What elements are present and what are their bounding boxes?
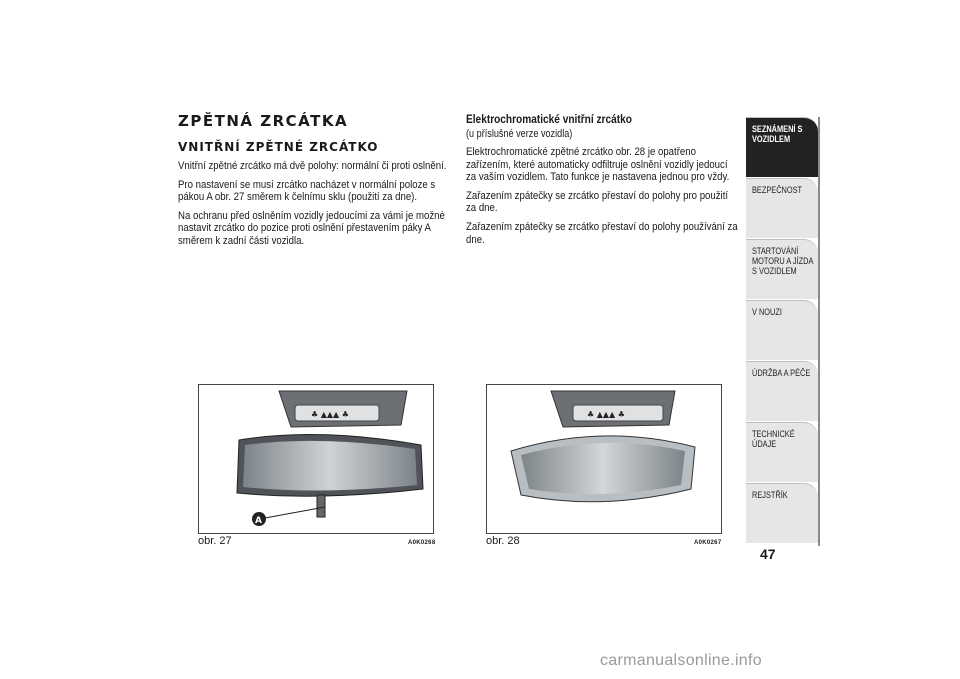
tab-seznameni[interactable]: SEZNÁMENÍ S VOZIDLEM (746, 117, 818, 177)
electrochromatic-mirror-illustration (487, 385, 721, 533)
tab-rejstrik[interactable]: REJSTŘÍK (746, 483, 818, 543)
paragraph: Vnitřní zpětné zrcátko má dvě polohy: normální či proti oslnění. (178, 160, 447, 172)
section-heading: ZPĚTNÁ ZRCÁTKA (178, 112, 349, 130)
manual-dimming-mirror-illustration (199, 385, 433, 533)
tab-edge-line (818, 117, 820, 546)
figure-27 (198, 384, 434, 534)
tab-technicke-udaje[interactable]: TECHNICKÉ ÚDAJE (746, 422, 818, 482)
svg-text:♣ ▲▲▲ ♣: ♣ ▲▲▲ ♣ (587, 410, 625, 419)
version-note: (u příslušné verze vozidla) (466, 128, 573, 140)
figure-caption: obr. 27 (198, 535, 232, 547)
paragraph: Pro nastavení se musí zrcátko nacházet v normální poloze s pákou A obr. 27 směrem k čelnímu sklu (použití za dne). (178, 178, 436, 204)
paragraph: Zařazením zpátečky se zrcátko přestaví do polohy pro použití za dne. (466, 189, 729, 215)
tab-bezpecnost[interactable]: BEZPEČNOST (746, 178, 818, 238)
figure-caption: obr. 28 (486, 535, 520, 547)
tab-startovani[interactable]: STARTOVÁNÍ MOTORU A JÍZDA S VOZIDLEM (746, 239, 818, 299)
paragraph: Elektrochromatické zpětné zrcátko obr. 28 je opatřeno zařízením, které automaticky odfiltruje oslnění vozidly jedoucí za vaším vozidlem. Tato funkce je nastavena jednou pro vždy. (466, 146, 730, 184)
paragraph: Zařazením zpátečky se zrcátko přestaví do polohy používání za dne. (466, 220, 738, 246)
callout-a: A (255, 516, 262, 526)
figure-28 (486, 384, 722, 534)
electrochromatic-heading: Elektrochromatické vnitřní zrcátko (466, 114, 632, 126)
right-column-text (466, 146, 739, 252)
paragraph: Na ochranu před oslněním vozidly jedoucími za vámi je možné nastavit zrcátko do pozice proti oslnění přestavením páky A směrem k zadní části vozidla. (178, 209, 445, 247)
figure-code: A0K0267 (694, 540, 722, 546)
figure-code: A0K0268 (408, 540, 436, 546)
watermark: carmanualsonline.info (600, 652, 762, 669)
subsection-heading: VNITŘNÍ ZPĚTNÉ ZRCÁTKO (178, 140, 379, 154)
page-number: 47 (760, 546, 776, 562)
tab-udrzba[interactable]: ÚDRŽBA A PÉČE (746, 361, 818, 421)
svg-text:♣ ▲▲▲ ♣: ♣ ▲▲▲ ♣ (311, 410, 349, 419)
tab-v-nouzi[interactable]: V NOUZI (746, 300, 818, 360)
left-column-text (178, 160, 450, 254)
